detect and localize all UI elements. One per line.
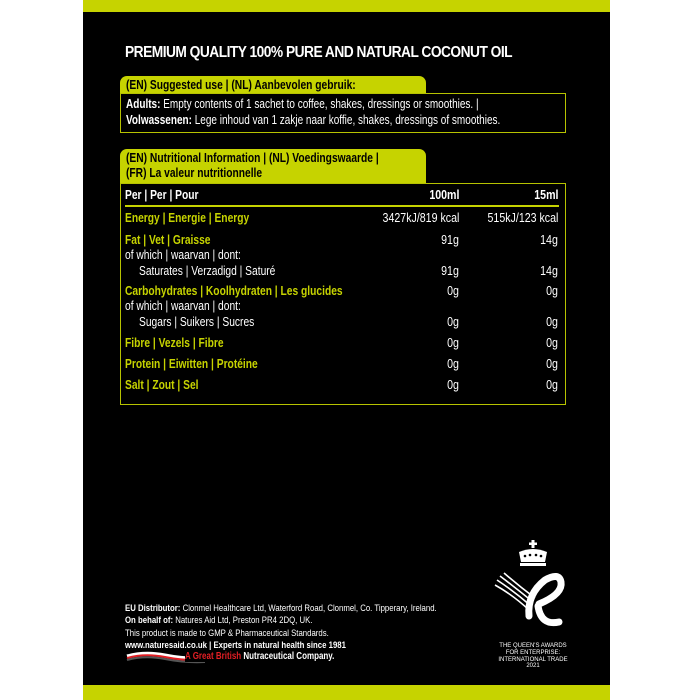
footer-line-website: www.naturesaid.co.uk | Experts in natural health since 1981 <box>125 639 346 651</box>
bottom-accent-band <box>83 685 610 700</box>
suggested-use-box <box>120 93 566 133</box>
great-british-tagline <box>125 651 365 665</box>
nutrition-row-sugars: Sugars | Suikers | Sucres 0g 0g <box>139 315 558 329</box>
tagline-text: A Great British Nutraceutical Company. <box>185 651 335 662</box>
nutrition-header-row: Per | Per | Pour 100ml 15ml <box>125 188 558 202</box>
nutrition-row-fibre: Fibre | Vezels | Fibre 0g 0g <box>125 336 558 350</box>
nutrition-table <box>120 183 566 405</box>
footer-line-behalf: On behalf of: Natures Aid Ltd, Preston PR4 2DQ, UK. <box>125 615 313 627</box>
nutrition-row-carbs-of-which: of which | waarvan | dont: <box>125 299 241 313</box>
top-accent-band <box>83 0 610 12</box>
footer-line-distributor: EU Distributor: Clonmel Healthcare Ltd, Waterford Road, Clonmel, Co. Tipperary, Ireland. <box>125 603 437 614</box>
nutrition-row-salt: Salt | Zout | Sel 0g 0g <box>125 378 558 392</box>
distributor-info <box>125 603 437 652</box>
suggested-use-line-en: Adults: Empty contents of 1 sachet to coffee, shakes, dressings or smoothies. | <box>126 97 479 111</box>
queens-award-badge <box>483 540 583 670</box>
nutrition-row-fat: Fat | Vet | Graisse 91g 14g <box>125 233 558 247</box>
nutrition-row-fat-of-which: of which | waarvan | dont: <box>125 248 241 262</box>
footer-line-gmp: This product is made to GMP & Pharmaceutical Standards. <box>125 627 329 639</box>
nutrition-row-energy: Energy | Energie | Energy 3427kJ/819 kcal 515kJ/123 kcal <box>125 211 558 225</box>
nutrition-heading: (EN) Nutritional Information | (NL) Voedingswaarde | (FR) La valeur nutritionnelle <box>120 149 426 183</box>
product-title: PREMIUM QUALITY 100% PURE AND NATURAL COCONUT OIL <box>125 44 513 61</box>
suggested-use-heading: (EN) Suggested use | (NL) Aanbevolen gebruik: <box>120 76 426 94</box>
nutrition-row-protein: Protein | Eiwitten | Protéine 0g 0g <box>125 357 558 371</box>
header-divider <box>125 205 559 207</box>
queens-award-crown-e-icon <box>483 540 583 640</box>
nutrition-row-saturates: Saturates | Verzadigd | Saturé 91g 14g <box>139 264 558 278</box>
label-panel <box>83 0 610 700</box>
suggested-use-line-nl: Volwassenen: Lege inhoud van 1 zakje naar koffie, shakes, dressings of smoothies. <box>126 113 501 127</box>
award-caption: THE QUEEN'S AWARDS FOR ENTERPRISE: INTERNATIONAL TRADE 2021 <box>498 643 568 670</box>
nutrition-row-carbohydrates: Carbohydrates | Koolhydraten | Les glucides 0g 0g <box>125 284 558 298</box>
